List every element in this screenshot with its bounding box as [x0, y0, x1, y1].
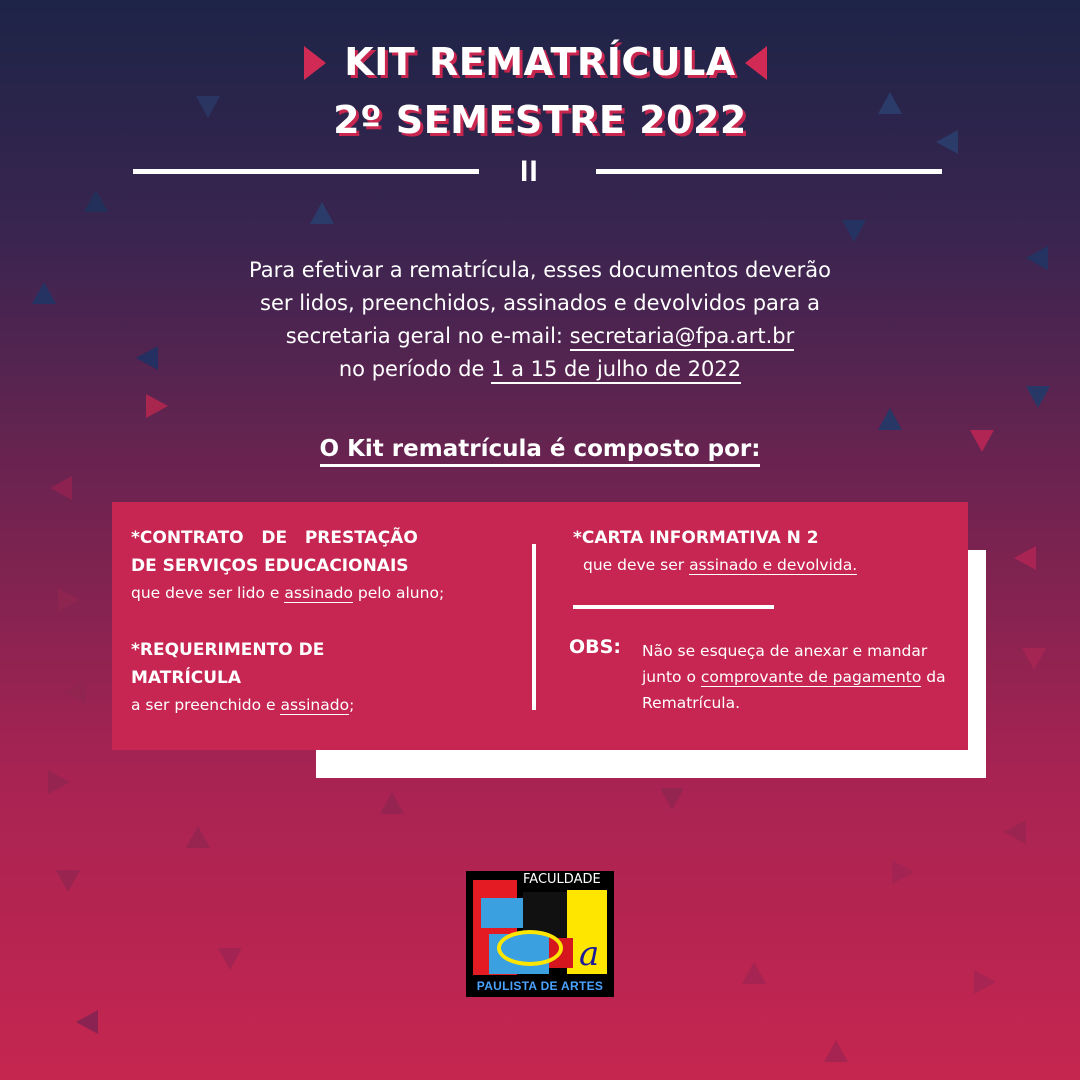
decor-triangle [1026, 246, 1048, 270]
decor-triangle [742, 962, 766, 984]
decor-triangle [1014, 546, 1036, 570]
intro-line-prefix: no período de [338, 357, 492, 381]
letter-item [573, 524, 953, 578]
decor-triangle [660, 788, 684, 810]
obs-text-prefix: Não se esqueça de anexar e mandar junto o [642, 642, 928, 686]
obs-text [642, 638, 952, 716]
logo-shape [497, 930, 563, 966]
contract-title-line1: *CONTRATO DE PRESTAÇÃO [131, 528, 418, 548]
decor-triangle [1026, 386, 1050, 408]
intro-line: Para efetivar a rematrícula, esses documentos deverão [249, 258, 831, 282]
logo-bottom-text: PAULISTA DE ARTES [476, 979, 604, 993]
requirement-title-line1: *REQUERIMENTO DE [131, 640, 325, 660]
decor-triangle [218, 948, 242, 970]
requirement-desc-suffix: ; [349, 696, 355, 714]
decor-triangle [48, 770, 70, 794]
decor-triangle [892, 860, 914, 884]
logo-top-text: FACULDADE [523, 872, 601, 887]
kit-heading [0, 436, 1080, 462]
decor-triangle [974, 970, 996, 994]
contract-desc-prefix: que deve ser lido e [131, 584, 285, 602]
kit-heading-text: O Kit rematrícula é composto por: [320, 436, 761, 467]
contract-desc [131, 580, 511, 606]
decor-triangle [310, 202, 334, 224]
letter-desc-underlined: assinado e devolvida. [689, 556, 858, 574]
decor-triangle [32, 282, 56, 304]
contract-item [131, 524, 511, 606]
decor-triangle [878, 408, 902, 430]
intro-text [140, 254, 940, 386]
column-divider [532, 544, 536, 710]
intro-line: ser lidos, preenchidos, assinados e devolvidos para a [260, 291, 820, 315]
decor-triangle [84, 190, 108, 212]
obs-text-underlined: comprovante de pagamento [700, 668, 922, 686]
decor-triangle [1022, 648, 1046, 670]
divider-right [596, 169, 942, 174]
decor-triangle [186, 826, 210, 848]
requirement-desc-prefix: a ser preenchido e [131, 696, 281, 714]
intro-line [140, 320, 940, 353]
obs-text-suffix: da Rematrícula. [642, 668, 946, 712]
divider-left [133, 169, 479, 174]
page-subtitle: 2º SEMESTRE 2022 [333, 98, 747, 142]
contract-desc-suffix: pelo aluno; [352, 584, 445, 602]
obs-label: OBS: [569, 636, 621, 658]
decor-triangle [146, 394, 168, 418]
requirement-desc-underlined: assinado [280, 696, 350, 714]
requirement-desc [131, 692, 511, 718]
page-title: KIT REMATRÍCULA [344, 40, 736, 84]
decor-triangle [824, 1040, 848, 1062]
decor-triangle [64, 680, 86, 704]
letter-title: *CARTA INFORMATIVA N 2 [573, 528, 819, 548]
intro-line-prefix: secretaria geral no e-mail: [285, 324, 570, 348]
fpa-logo [466, 871, 614, 997]
letter-desc [573, 552, 953, 578]
divider-mark: II [520, 155, 539, 188]
letter-desc-prefix: que deve ser [583, 556, 690, 574]
period-highlight: 1 a 15 de julho de 2022 [491, 357, 741, 384]
decor-triangle [58, 588, 80, 612]
decor-triangle [50, 476, 72, 500]
decor-triangle [76, 1010, 98, 1034]
decor-triangle [1004, 820, 1026, 844]
email-link[interactable]: secretaria@fpa.art.br [570, 324, 795, 351]
logo-letter-a: a [579, 934, 600, 974]
kit-documents-box [112, 502, 968, 750]
decor-triangle [842, 220, 866, 242]
contract-title-line2: DE SERVIÇOS EDUCACIONAIS [131, 556, 409, 576]
decor-triangle [56, 870, 80, 892]
requirement-item [131, 636, 511, 718]
requirement-title-line2: MATRÍCULA [131, 668, 242, 688]
contract-desc-underlined: assinado [284, 584, 353, 602]
decor-triangle [380, 792, 404, 814]
intro-line [140, 353, 940, 386]
section-divider [573, 605, 774, 609]
